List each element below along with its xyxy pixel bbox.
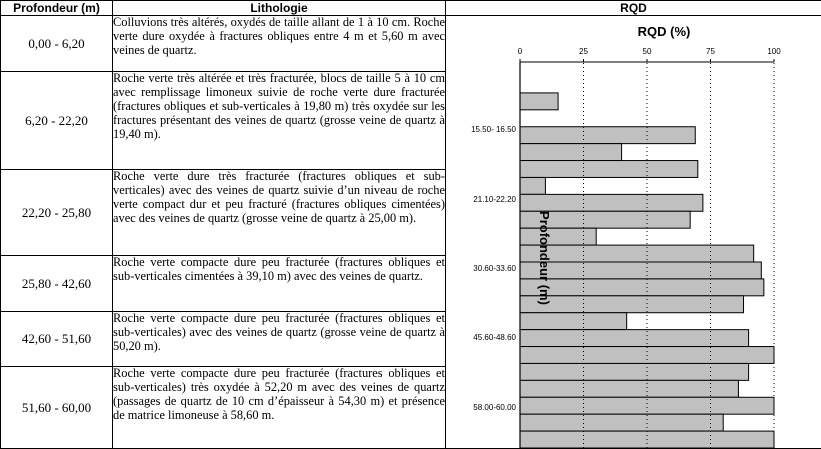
depth-label: 21.10-22.20 (473, 195, 516, 204)
rqd-bar (520, 414, 723, 431)
x-tick-label: 0 (518, 47, 523, 56)
header-lithology: Lithologie (113, 1, 446, 16)
depth-cell: 0,00 - 6,20 (1, 16, 113, 72)
header-depth: Profondeur (m) (1, 1, 113, 16)
x-tick-label: 25 (579, 47, 588, 56)
rqd-bar (520, 228, 596, 245)
y-axis-title: Profondeur (m) (537, 211, 552, 305)
depth-cell: 6,20 - 22,20 (1, 72, 113, 170)
rqd-bar (520, 177, 545, 194)
rqd-bar (520, 194, 703, 211)
depth-label: 45.60-48.60 (473, 333, 516, 342)
depth-cell: 22,20 - 25,80 (1, 170, 113, 256)
rqd-chart-cell (446, 16, 821, 449)
x-tick-label: 50 (643, 47, 652, 56)
rqd-bar (520, 330, 749, 347)
rqd-bar (520, 245, 754, 262)
lithology-cell: Roche verte dure très fracturée (fractures obliques et sub-verticales) avec des veines de quartz suivie d’un niveau de roche verte compact dur et peu fracturé (fractures obliques cimentées) avec des veines de quartz (grosse veine de quartz à 25,00 m). (113, 170, 446, 256)
rqd-bar (520, 93, 558, 110)
rqd-bar (520, 313, 627, 330)
lithology-cell: Roche verte compacte dure peu fracturée (fractures obliques et sub-verticales) très oxydée à 52,20 m avec des veines de quartz (passages de quartz de 10 cm d’épaisseur à 54,30 m) et présence de matrice limoneuse à 58,60 m. (113, 367, 446, 449)
depth-cell: 51,60 - 60,00 (1, 367, 113, 449)
rqd-bar (520, 363, 749, 380)
chart-title: RQD (%) (638, 24, 691, 39)
x-tick-label: 100 (767, 47, 781, 56)
rqd-bar (520, 144, 622, 161)
rqd-bar (520, 380, 738, 397)
x-tick-label: 75 (706, 47, 715, 56)
rqd-bar (520, 279, 764, 296)
depth-label: 58.00-60.00 (473, 403, 516, 412)
depth-label: 30.60-33.60 (473, 264, 516, 273)
lithology-cell: Roche verte très altérée et très fracturée, blocs de taille 5 à 10 cm avec remplissage limoneux suivie de roche verte dure fracturée (fractures obliques et sub-verticales à 19,80 m) très oxydée sur les fractures présentant des veines de quartz (grosse veine de quartz à 19,40 m). (113, 72, 446, 170)
rqd-bar (520, 127, 695, 144)
rqd-bar (520, 262, 761, 279)
header-rqd: RQD (446, 1, 821, 16)
lithology-cell: Roche verte compacte dure peu fracturée (fractures obliques et sub-verticales) avec des veines de quartz (grosse veine de quartz à 50,20 m). (113, 312, 446, 367)
rqd-bar (520, 161, 698, 178)
depth-cell: 25,80 - 42,60 (1, 256, 113, 312)
depth-label: 15.50- 16.50 (471, 125, 516, 134)
depth-cell: 42,60 - 51,60 (1, 312, 113, 367)
lithology-cell: Roche verte compacte dure peu fracturée (fractures obliques et sub-verticales cimentées à 39,10 m) avec des veines de quartz. (113, 256, 446, 312)
rqd-bar (520, 296, 744, 313)
rqd-chart (446, 16, 821, 448)
lithology-cell: Colluvions très altérés, oxydés de taille allant de 1 à 10 cm. Roche verte dure oxydée à fractures obliques entre 4 m et 5,60 m avec veines de quartz. (113, 16, 446, 72)
